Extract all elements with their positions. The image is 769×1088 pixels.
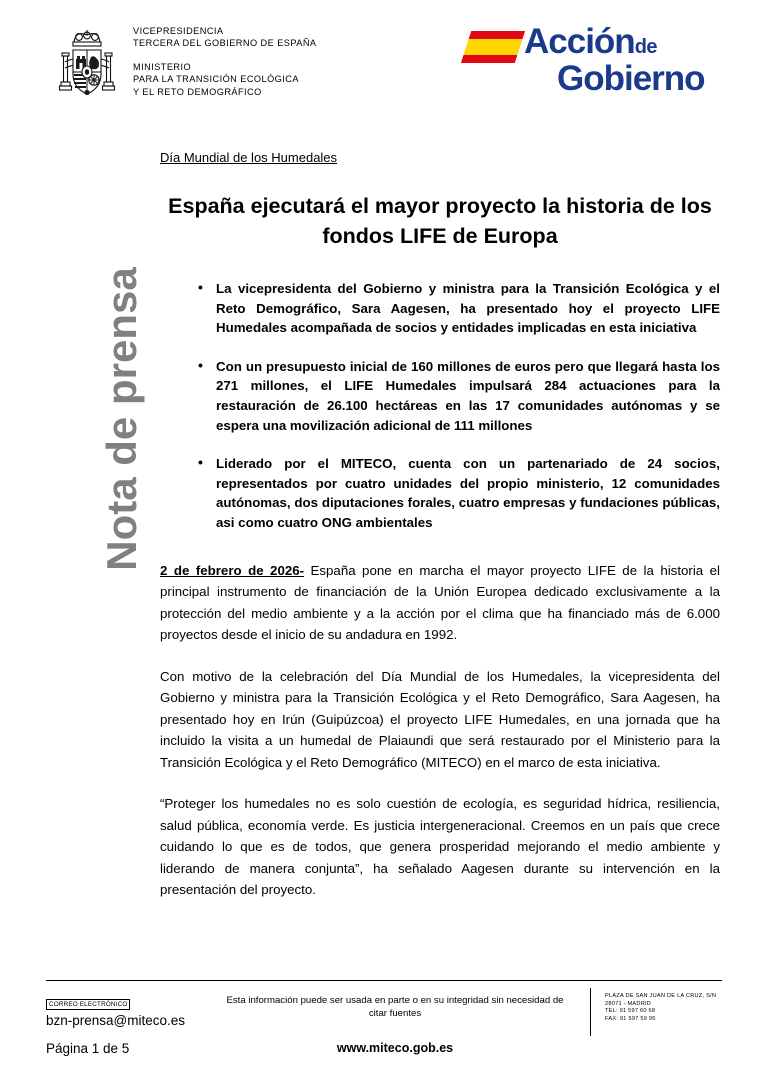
ministry-line-2: PARA LA TRANSICIÓN ECOLÓGICA bbox=[133, 74, 299, 85]
spanish-coat-of-arms-icon bbox=[52, 26, 122, 104]
vicepresidency-line-1: VICEPRESIDENCIA bbox=[133, 26, 224, 36]
address-street: PLAZA DE SAN JUAN DE LA CRUZ, S/N bbox=[605, 993, 717, 999]
ministry-line-1: MINISTERIO bbox=[133, 61, 192, 72]
nota-de-prensa-side-label: Nota de prensa bbox=[98, 267, 145, 571]
paragraph-2: Con motivo de la celebración del Día Mundial de los Humedales, la vicepresidenta del Gobierno y ministra para la Transición Ecológica y el Reto Demográfico, Sara Aagesen, ha presentado hoy en Irún (Guipúzcoa) el proyecto LIFE Humedales, en una jornada que ha incluido la visita a un humedal de Plaiaundi que será restaurado por el Ministerio para la Transición Ecológica y el Reto Demográfico (MITECO) en el marco de esta iniciativa. bbox=[160, 668, 720, 770]
spanish-flag-icon bbox=[461, 31, 525, 63]
address-fax: FAX: 91 597 59 95 bbox=[605, 1015, 656, 1022]
footer-vertical-divider bbox=[590, 988, 591, 1036]
address-city: 28071 - MADRID bbox=[605, 1000, 652, 1007]
paragraph-lead bbox=[160, 560, 720, 646]
highlight-bullet-list bbox=[160, 279, 720, 533]
website-link[interactable]: www.miteco.gob.es bbox=[336, 1041, 454, 1055]
document-body bbox=[160, 150, 720, 901]
vicepresidency-line-2: TERCERA DEL GOBIERNO DE ESPAÑA bbox=[133, 38, 317, 49]
logo-line-gobierno: Gobierno bbox=[557, 59, 705, 98]
usage-note: Esta información puede ser usada en parte o en su integridad sin necesidad de citar fuentes bbox=[226, 995, 564, 1019]
list-item: • La vicepresidenta del Gobierno y ministra para la Transición Ecológica y el Reto Demográfico, Sara Aagesen, ha presentado hoy el proyecto LIFE Humedales acompañada de socios y entidades implicadas en esta iniciativa bbox=[200, 279, 720, 338]
paragraph-3: “Proteger los humedales no es solo cuestión de ecología, es seguridad hídrica, resiliencia, salud pública, economía verde. Es justicia intergeneracional. Creemos en un país que crece cuidando lo que es de todos, que genera prosperidad mejorando el medio ambiente y liderando de manera conjunta”, ha señalado Aagesen durante su intervención en la presentación del proyecto. bbox=[160, 796, 720, 898]
list-item: • Con un presupuesto inicial de 160 millones de euros pero que llegará hasta los 271 millones, el LIFE Humedales impulsará 284 actuaciones para la restauración de 26.100 hectáreas en las 17 comunidades autónomas y se espera una movilización adicional de 111 millones bbox=[200, 357, 720, 435]
footer-contact-block bbox=[46, 993, 246, 1030]
list-item: • Liderado por el MITECO, cuenta con un partenariado de 24 socios, representados por cuatro unidades del propio ministerio, 12 comunidades autónomas, dos diputaciones forales, cuatro empresas y fundaciones públicas, asi como cuatro ONG ambientales bbox=[200, 454, 720, 532]
email-label: CORREO ELECTRÓNICO bbox=[46, 999, 130, 1010]
footer-center-block bbox=[220, 994, 570, 1055]
dateline: 2 de febrero de 2026- bbox=[160, 562, 305, 578]
accion-de-gobierno-logo bbox=[466, 22, 728, 104]
footer-divider-rule bbox=[46, 980, 722, 981]
kicker-line: Día Mundial de los Humedales bbox=[160, 150, 338, 165]
document-footer bbox=[0, 986, 769, 1086]
logo-text-accion: Acción bbox=[524, 22, 635, 61]
press-email-address[interactable]: bzn-prensa@miteco.es bbox=[46, 1013, 186, 1028]
page-title: España ejecutará el mayor proyecto la historia de los fondos LIFE de Europa bbox=[168, 194, 712, 248]
document-header bbox=[0, 0, 769, 125]
logo-text-de: de bbox=[634, 36, 658, 58]
ministry-identification bbox=[133, 25, 433, 98]
page-number: Página 1 de 5 bbox=[46, 1041, 130, 1056]
footer-address-block bbox=[605, 993, 755, 1023]
ministry-spacer bbox=[133, 50, 433, 61]
ministry-line-3: Y EL RETO DEMOGRÁFICO bbox=[133, 86, 262, 97]
paragraph-lead-text: España pone en marcha el mayor proyecto LIFE de la historia el principal instrumento de financiación de la Unión Europea dedicado exclusivamente a la protección del medio ambiente y a la acción por el clima que ha financiado más de 6.000 proyectos desde el inicio de su andadura en 1992. bbox=[160, 562, 720, 643]
body-paragraphs bbox=[160, 560, 720, 901]
address-telephone: TEL: 91 597 60 68 bbox=[605, 1008, 656, 1015]
